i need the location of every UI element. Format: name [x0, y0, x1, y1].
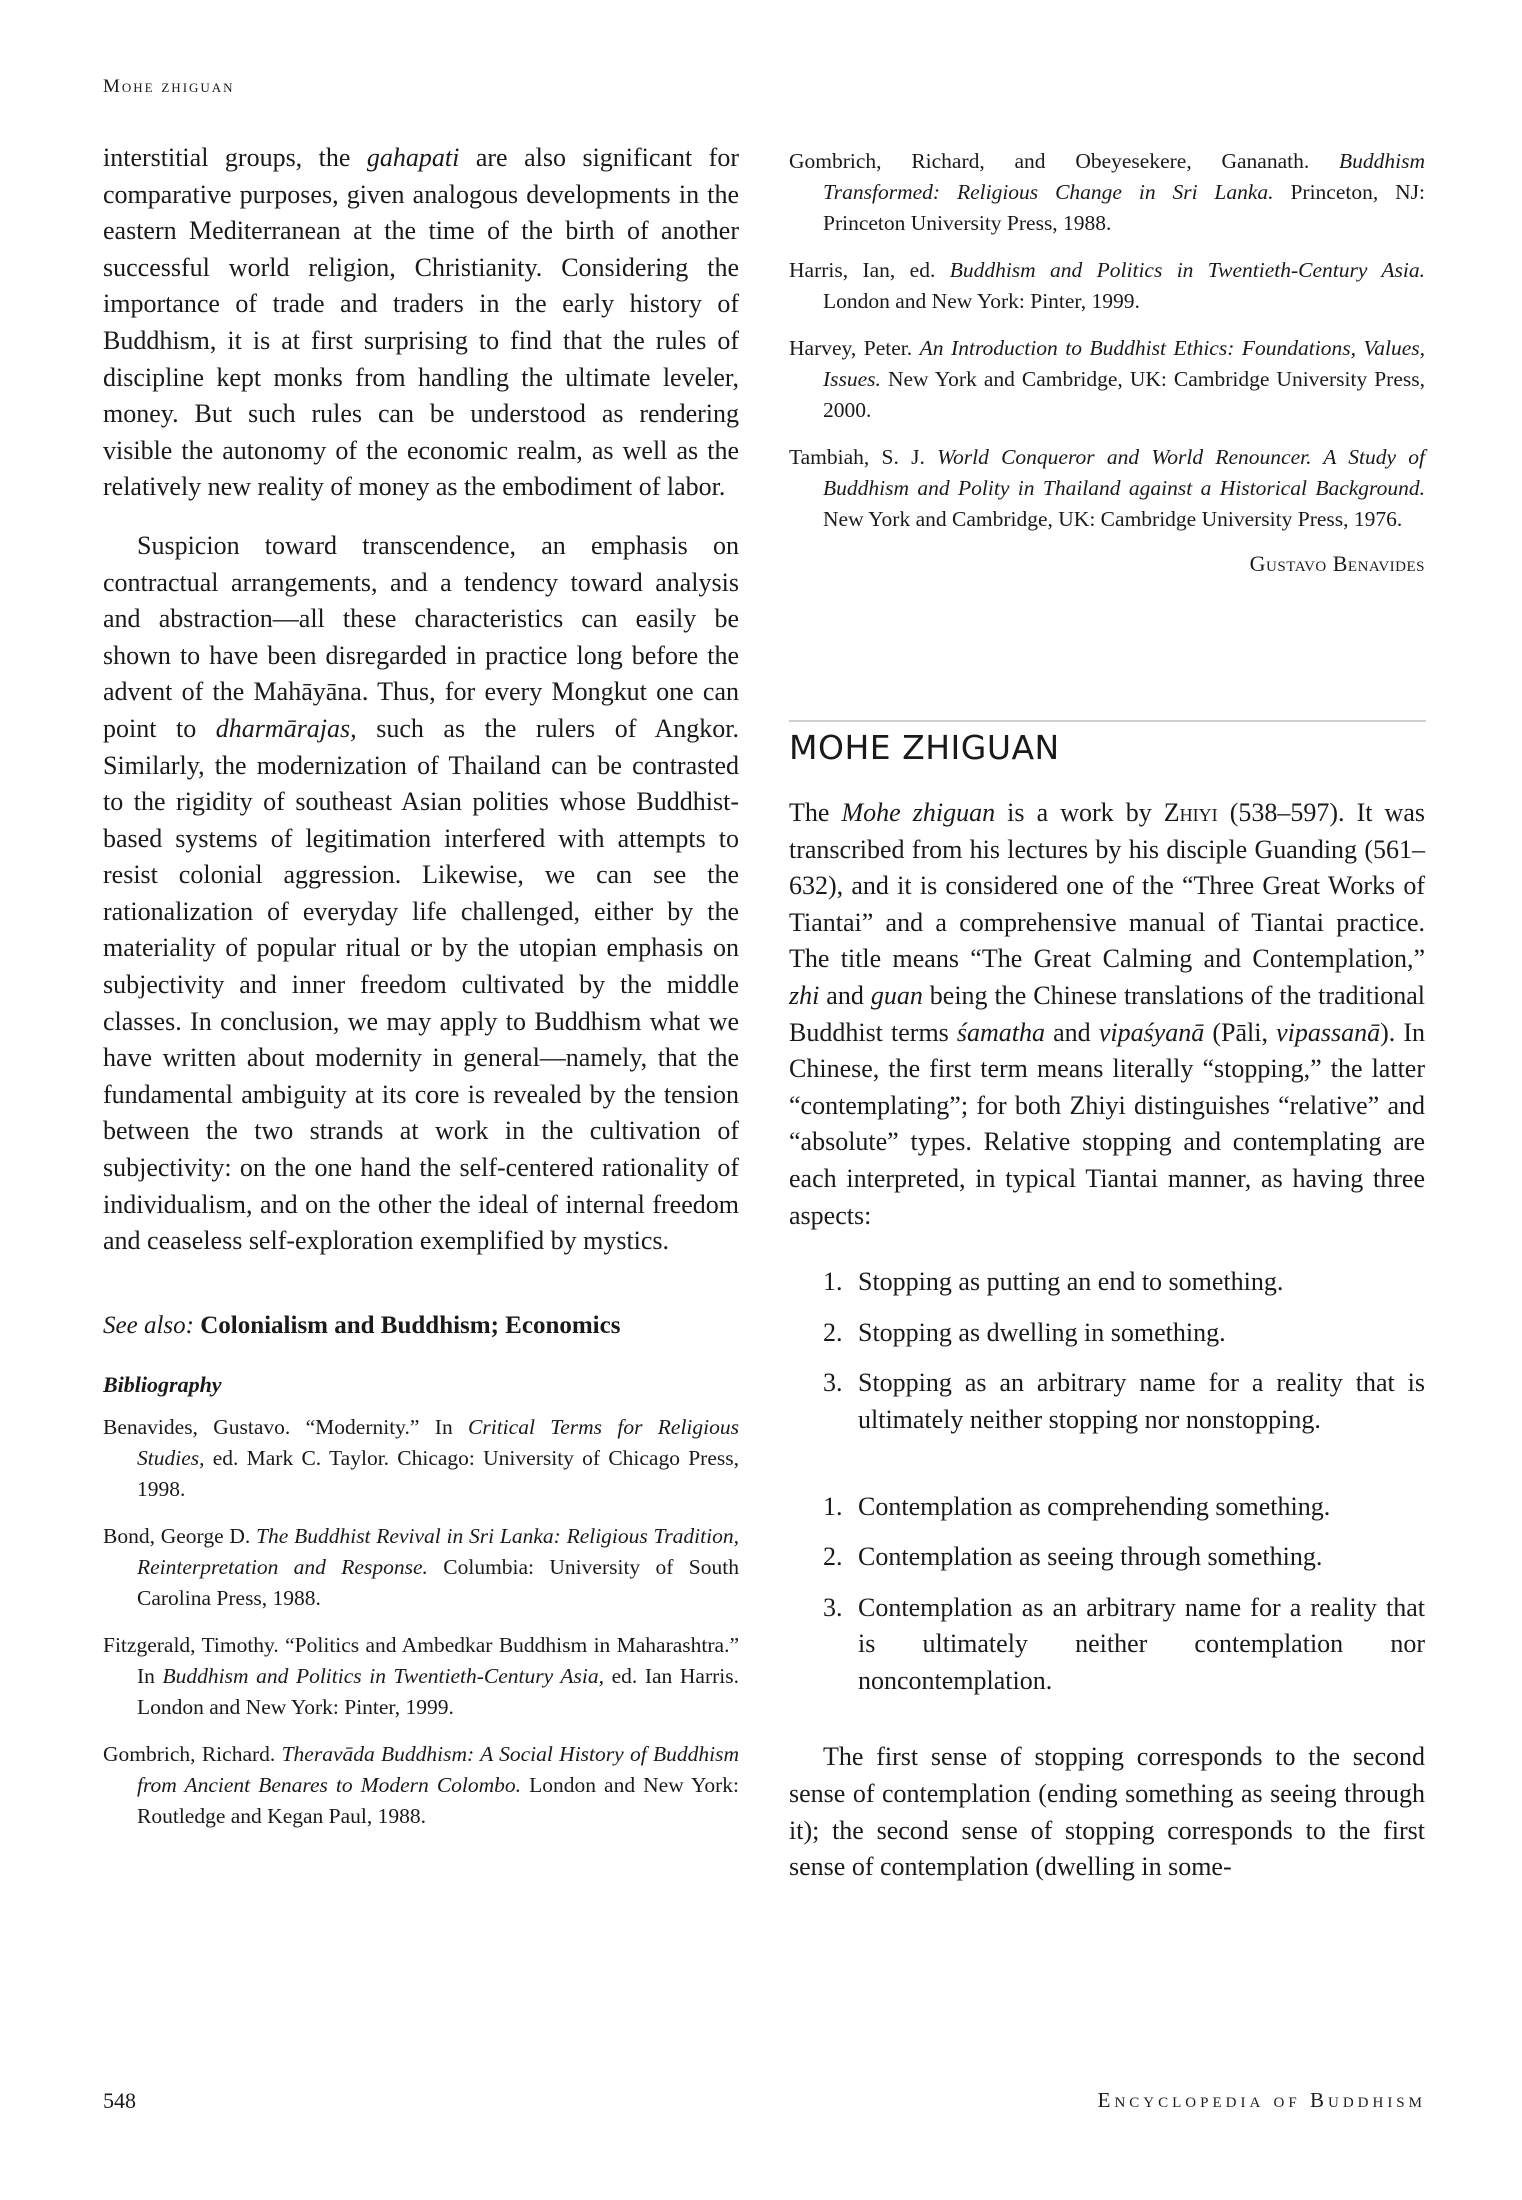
see-also: [103, 1308, 739, 1345]
italic-text: Buddhism and Politics in Twentieth-Century Asia,: [162, 1664, 604, 1689]
list-number: 3.: [823, 1368, 843, 1398]
text-run: being the Chinese translations of the traditional Buddhist terms: [789, 980, 1425, 1047]
text-run: Bond, George D.: [103, 1524, 257, 1549]
text-run: (538–597). It was transcribed from his lectures by his disciple Guanding (561–632), and it is considered one of the “Three Great Works of Tiantai” and a comprehensive manual of Tiantai practice. The title means “The Great Calming and Contemplation,”: [789, 798, 1425, 974]
text-run: Benavides, Gustavo. “Modernity.” In: [103, 1415, 469, 1440]
text-run: ed. Ian Harris. London and New York: Pinter, 1999.: [137, 1664, 739, 1720]
list-number: 2.: [823, 1542, 843, 1572]
text-run: The first sense of stopping corresponds to the second sense of contemplation (ending something as seeing through it); the second sense of stopping corresponds to the first sense of contemplation (dwelling in some-: [789, 1742, 1425, 1882]
italic-text: World Conqueror and World Renouncer. A Study of Buddhism and Polity in Thailand against a Historical Background.: [823, 445, 1425, 500]
text-run: Gombrich, Richard.: [103, 1742, 282, 1767]
list-text: Stopping as dwelling in something.: [858, 1317, 1226, 1347]
stopping-list: [789, 1264, 1425, 1438]
intro-paragraph: [789, 795, 1425, 1234]
text-run: The: [789, 798, 842, 827]
text-run: New York and Cambridge, UK: Cambridge University Press, 2000.: [823, 367, 1425, 422]
bibliography-entry: [103, 1521, 739, 1614]
bibliography-entry: [789, 255, 1425, 317]
italic-text: dharmārajas,: [215, 713, 357, 743]
list-number: 1.: [823, 1491, 843, 1521]
left-column: [103, 140, 739, 1848]
text-run: are also significant for comparative purposes, given analogous developments in the eastern Mediterranean at the time of the birth of another successful world religion, Christianity. Considering the importance of trade and traders in the early history of Buddhism, it is at first surprising to find that the rules of discipline kept monks from handling the ultimate leveler, money. But such rules can be understood as rendering visible the autonomy of the economic realm, as well as the relatively new reality of money as the embodiment of labor.: [103, 143, 739, 502]
text-run: interstitial groups, the: [103, 143, 367, 172]
text-run: (Pāli,: [1204, 1017, 1277, 1047]
text-run: London and New York: Routledge and Kegan Paul, 1988.: [137, 1773, 740, 1829]
small-caps-text: Zhiyi: [1163, 798, 1218, 827]
bibliography-entry: [789, 442, 1425, 535]
list-text: Contemplation as an arbitrary name for a reality that is ultimately neither contemplation nor noncontemplation.: [858, 1592, 1425, 1695]
italic-text: Theravāda Buddhism: A Social History of Buddhism from Ancient Benares to Modern Colombo.: [137, 1742, 739, 1798]
text-run: Princeton, NJ: Princeton University Press, 1988.: [823, 180, 1425, 235]
bold-text: Colonialism and Buddhism; Economics: [200, 1311, 621, 1339]
italic-text: Buddhism and Politics in Twentieth-Century Asia.: [949, 258, 1425, 282]
bibliography-entry: [103, 1412, 739, 1505]
text-run: New York and Cambridge, UK: Cambridge University Press, 1976.: [823, 507, 1403, 531]
list-item: [789, 1539, 1425, 1576]
list-item: [789, 1365, 1425, 1438]
list-text: Contemplation as seeing through something.: [858, 1542, 1323, 1572]
italic-text: gahapati: [366, 143, 460, 172]
list-item: [789, 1264, 1425, 1301]
body-paragraph: [789, 1739, 1425, 1885]
right-bibliography: [789, 146, 1425, 577]
body-paragraph: [103, 528, 739, 1260]
running-head: Mohe zhiguan: [103, 76, 235, 97]
text-run: Tambiah, S. J.: [789, 445, 938, 469]
bibliography-entry: [789, 333, 1425, 426]
bibliography-heading: Bibliography: [103, 1372, 222, 1398]
book-title: Encyclopedia of Buddhism: [1097, 2088, 1426, 2112]
list-number: 1.: [823, 1267, 843, 1297]
right-column: [789, 795, 1425, 1886]
text-run: is a work by: [995, 798, 1164, 827]
text-run: Fitzgerald, Timothy. “Politics and Ambedkar Buddhism in Maharashtra.” In: [103, 1633, 739, 1689]
italic-text: guan: [870, 980, 923, 1010]
list-item: [789, 1489, 1425, 1526]
text-run: Harvey, Peter.: [789, 336, 920, 360]
italic-text: vipaśyanā: [1098, 1017, 1205, 1047]
italic-text: Critical Terms for Religious Studies,: [137, 1415, 739, 1471]
italic-text: zhi: [789, 980, 820, 1010]
text-run: Gombrich, Richard, and Obeyesekere, Gananath.: [789, 149, 1339, 173]
entry-divider: [789, 720, 1426, 722]
text-run: Suspicion toward transcendence, an emphasis on contractual arrangements, and a tendency toward analysis and abstraction—all these characteristics can easily be shown to have been disregarded in practice long before the advent of the Mahāyāna. Thus, for every Mongkut one can point to: [103, 530, 739, 743]
italic-text: Mohe zhiguan: [841, 798, 996, 827]
text-run: ed. Mark C. Taylor. Chicago: University of Chicago Press, 1998.: [137, 1446, 739, 1502]
italic-text: An Introduction to Buddhist Ethics: Foundations, Values, Issues.: [823, 336, 1425, 391]
list-text: Contemplation as comprehending something.: [858, 1491, 1331, 1521]
bibliography-entry: [103, 1630, 739, 1723]
italic-text: vipassanā: [1276, 1017, 1381, 1047]
article-author: Gustavo Benavides: [1249, 551, 1425, 576]
text-run: ). In Chinese, the first term means literally “stopping,” the latter “contemplating”; for both Zhiyi distinguishes “relative” and “absolute” types. Relative stopping and contemplating are each interpreted, in typical Tiantai manner, as having three aspects:: [789, 1017, 1426, 1230]
list-number: 3.: [823, 1592, 843, 1622]
italic-text: Buddhism Transformed: Religious Change in Sri Lanka.: [823, 149, 1425, 204]
text-run: such as the rulers of Angkor. Similarly, the modernization of Thailand can be contrasted to the rigidity of southeast Asian polities whose Buddhist-based systems of legitimation interfered with attempts to resist colonial aggression. Likewise, we can see the rationalization of everyday life challenged, either by the materiality of popular ritual or by the utopian emphasis on subjectivity and inner freedom cultivated by the middle classes. In conclusion, we may apply to Buddhism what we have written about modernity in general—namely, that the fundamental ambiguity at its core is revealed by the tension between the two strands at work in the cultivation of subjectivity: on the one hand the self-centered rationality of individualism, and on the other the ideal of internal freedom and ceaseless self-exploration exemplified by mystics.: [103, 713, 739, 1256]
contemplation-list: [789, 1489, 1425, 1700]
list-text: Stopping as an arbitrary name for a reality that is ultimately neither stopping nor nonstopping.: [858, 1368, 1425, 1434]
italic-text: śamatha: [956, 1017, 1046, 1047]
page-number: 548: [103, 2088, 136, 2113]
text-run: and: [1045, 1017, 1099, 1047]
text-run: Columbia: University of South Carolina Press, 1988.: [137, 1555, 739, 1611]
bibliography-entry: [789, 146, 1425, 239]
italic-text: See also:: [103, 1311, 201, 1339]
text-run: Harris, Ian, ed.: [789, 258, 950, 282]
text-run: and: [819, 980, 871, 1010]
entry-title: MOHE ZHIGUAN: [789, 728, 1060, 767]
list-item: [789, 1590, 1425, 1700]
italic-text: The Buddhist Revival in Sri Lanka: Religious Tradition, Reinterpretation and Response.: [137, 1524, 739, 1580]
list-number: 2.: [823, 1317, 843, 1347]
bibliography-entry: [103, 1739, 739, 1832]
body-paragraph: [103, 140, 739, 506]
list-item: [789, 1315, 1425, 1352]
text-run: London and New York: Pinter, 1999.: [823, 289, 1140, 313]
list-text: Stopping as putting an end to something.: [858, 1267, 1284, 1297]
